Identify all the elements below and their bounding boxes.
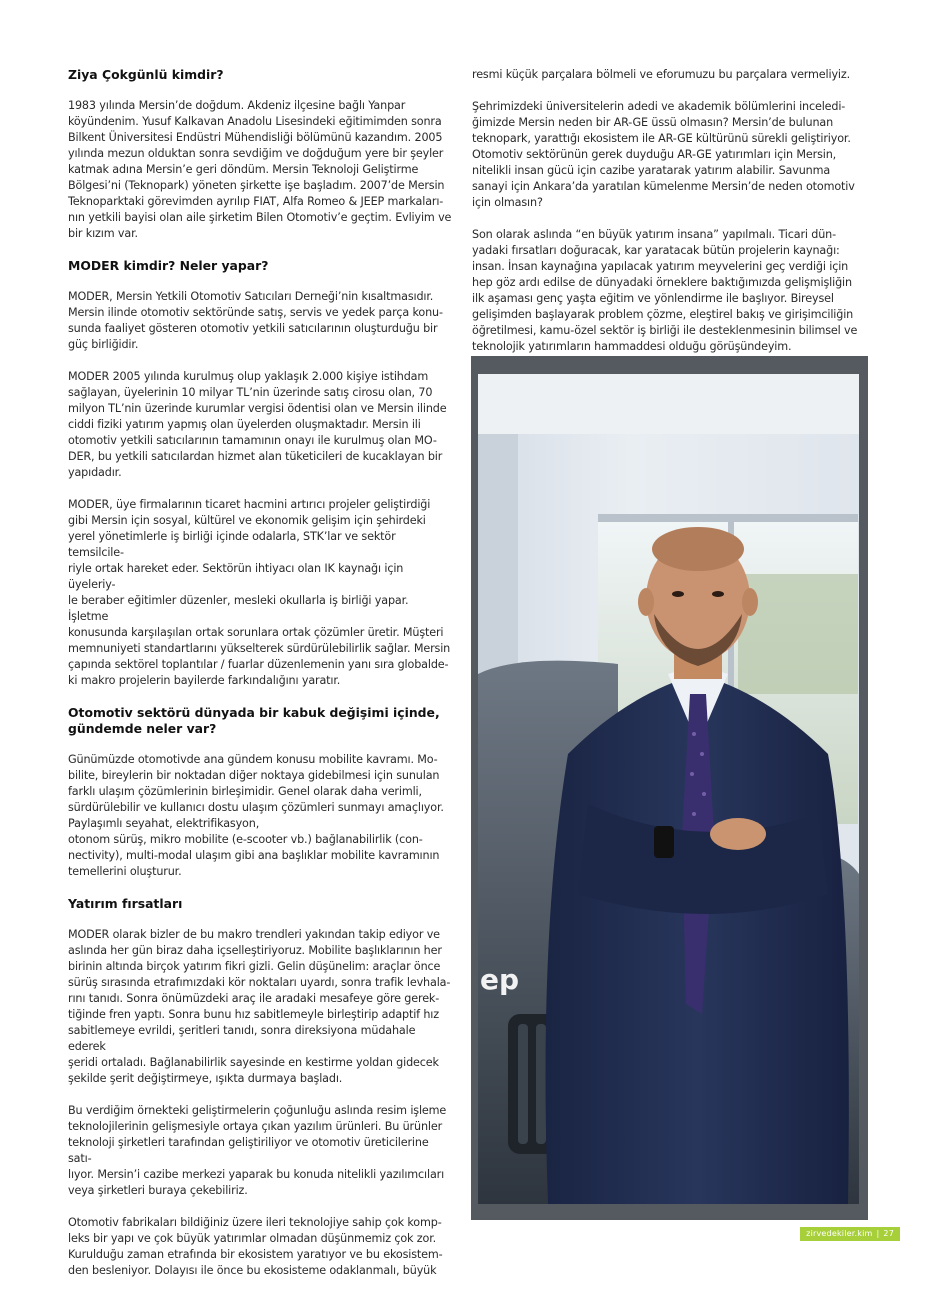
page-footer: [800, 1227, 900, 1241]
section-heading: Ziya Çokgünlü kimdir?: [68, 67, 224, 82]
section-heading: Yatırım fırsatları: [68, 896, 183, 911]
window-trees: [738, 574, 858, 694]
body-paragraph: Bu verdiğim örnekteki geliştirmelerin çoğunluğu aslında resim işleme teknolojilerinin gelişmesiyle ortaya çıkan yazılım ürünleri. Bu ürünler teknoloji şirketleri tarafından geliştiriliyor ve otomotiv üreticilerine satı- lıyor. Mersin’i cazibe merkezi yaparak bu konuda nitelikli yazılımcıları veya şirketleri buraya çekebiliriz.: [68, 1104, 447, 1197]
body-paragraph: MODER olarak bizler de bu makro trendleri yakından takip ediyor ve aslında her gün biraz daha içselleştiriyoruz. Mobilite başlıklarının her birinin altında birçok yatırım fikri gizli. Gelin düşünelim: araçlar önce sürüş sırasında etrafımızdaki kör noktaları uyardı, sonra trafik levhala- rını tanıdı. Sonra önümüzdeki araç ile aradaki mesafeye göre gerek- tiğinde fren yaptı. Sonra bunu hız sabitlemeyle birleştirip adaptif hız sabitlemeye evrildi, şeritleri tanıdı, sonra direksiyona müdahale ederek şeridi ortaladı. Bağlanabilirlik sayesinde en kestirme yoldan gidecek şekilde şerit değiştirmeye, ışıkta durmaya başladı.: [68, 928, 451, 1085]
body-paragraph: MODER, Mersin Yetkili Otomotiv Satıcıları Derneği’nin kısaltmasıdır. Mersin ilinde otomotiv sektöründe satış, servis ve yedek parça konu- sunda faaliyet gösteren otomotiv yetkili satıcılarının oluşturduğu bir güç birliğidir.: [68, 290, 443, 351]
right-column: [472, 67, 864, 371]
left-column: [68, 67, 452, 1295]
ceiling: [478, 374, 859, 434]
car-badge: ep: [480, 963, 520, 996]
body-paragraph: Otomotiv fabrikaları bildiğiniz üzere ileri teknolojiye sahip çok komp- leks bir yapı ve çok büyük yatırımlar olmadan düşünmemiz çok zor. Kurulduğu zaman etrafında bir ekosistem yaratıyor ve bu ekosistem- den besleniyor. Dolayısı ile önce bu ekosisteme odaklanmalı, büyük: [68, 1216, 443, 1277]
hand: [710, 818, 766, 850]
body-paragraph: MODER 2005 yılında kurulmuş olup yaklaşık 2.000 kişiye istihdam sağlayan, üyelerinin 10 milyar TL’nin üzerinde satış cirosu olan, 70 milyon TL’nin üzerinde kurumlar vergisi ödentisi olan ve Mersin ilinde ciddi fiziki yatırım yapmış olan üyelerden oluşmaktadır. Mersin ili otomotiv yetkili satıcılarının tamamının onayı ile kurulmuş olan MO- DER, bu yetkili satıcılardan hizmet alan tüketicileri de kucaklayan bir yapıdadır.: [68, 370, 447, 479]
watch: [654, 826, 674, 858]
section-heading: MODER kimdir? Neler yapar?: [68, 258, 269, 273]
body-paragraph: Son olarak aslında “en büyük yatırım insana” yapılmalı. Ticari dün- yadaki fırsatları doğuracak, kar yaratacak bütün projelerin kaynağı: insan. İnsan kaynağına yapılacak yatırım meyvelerini geç verdiği için hep göz ardı edilse de dünyadaki örneklere baktığımızda gelişmişliğin ilk aşaması genç yaşta eğitim ve yönlendirme ile başlıyor. Bireysel gelişimden başlayarak problem çözme, eleştirel bakış ve girişimciliğin öğretilmesi, kamu-özel sektör iş birliği ile desteklenmesinin bilimsel ve teknolojik yatırımların hammaddesi olduğu görüşündeyim.: [472, 228, 858, 353]
body-paragraph: resmi küçük parçalara bölmeli ve eforumuzu bu parçalara vermeliyiz.: [472, 68, 851, 81]
portrait-illustration: [478, 374, 859, 1204]
body-paragraph: Günümüzde otomotivde ana gündem konusu mobilite kavramı. Mo- bilite, bireylerin bir noktadan diğer noktaya gidebilmesi için sunulan farklı ulaşım çözümlerinin birleşimidir. Genel olarak daha verimli, sürdürülebilir ve kullanıcı dostu ulaşım çözümleri sunmayı amaçlıyor. Paylaşımlı seyahat, elektrifikasyon, otonom sürüş, mikro mobilite (e-scooter vb.) bağlanabilirlik (con- nectivity), multi-modal ulaşım gibi ana başlıklar mobilite kavramının temellerini oluşturur.: [68, 753, 444, 878]
footer-site: zirvedekiler.kim: [806, 1229, 873, 1238]
portrait-photo: [478, 374, 859, 1204]
footer-page-number: 27: [883, 1229, 894, 1238]
body-paragraph: 1983 yılında Mersin’de doğdum. Akdeniz ilçesine bağlı Yanpar köyündenim. Yusuf Kalkavan Anadolu Lisesindeki eğitimimden sonra Bilkent Üniversitesi Endüstri Mühendisliği bölümünü kazandım. 2005 yılında mezun olduktan sonra sevdiğim ve doğduğum yere bir şeyler katmak adına Mersin’e geri döndüm. Mersin Teknoloji Geliştirme Bölgesi’ni (Teknopark) yöneten şirkette işe başladım. 2007’de Mersin Teknoparktaki görevimden ayrılıp FIAT, Alfa Romeo & JEEP markaları- nın yetkili bayisi olan aile şirketim Bilen Otomotiv’e geçtim. Evliyim ve bir kızım var.: [68, 99, 452, 240]
body-paragraph: MODER, üye firmalarının ticaret hacmini artırıcı projeler geliştirdiği gibi Mersin için sosyal, kültürel ve ekonomik gelişim için şehirdeki yerel yönetimlerle iş birliği içinde odalarla, STK’lar ve sektör temsilcile- riyle ortak hareket eder. Sektörün ihtiyacı olan IK kaynağı için üyeleriy- le beraber eğitimler düzenler, mesleki okullarla iş birliği yapar. İşletme konusunda karşılaşılan ortak sorunlara ortak çözümler üretir. Müşteri memnuniyeti standartlarını yükselterek sürdürülebilirlik sağlar. Mersin çapında sektörel toplantılar / fuarlar düzenlemenin yanı sıra globalde- ki makro projelerin bayilerde farkındalığını yaratır.: [68, 498, 451, 687]
section-heading: Otomotiv sektörü dünyada bir kabuk değişimi içinde, gündemde neler var?: [68, 705, 440, 736]
footer-separator: |: [876, 1229, 880, 1238]
body-paragraph: Şehrimizdeki üniversitelerin adedi ve akademik bölümlerini inceledi- ğimizde Mersin neden bir AR-GE üssü olmasın? Mersin’de bulunan teknopark, yarattığı ekosistem ile AR-GE kültürünü sürekli geliştiriyor. Otomotiv sektörünün gerek duyduğu AR-GE yatırımları için Mersin, nitelikli insan gücü için cazibe yaratarak yatırım alabilir. Savunma sanayi için Ankara’da yaratılan kümelenme Mersin’de neden otomotiv için olmasın?: [472, 100, 855, 209]
